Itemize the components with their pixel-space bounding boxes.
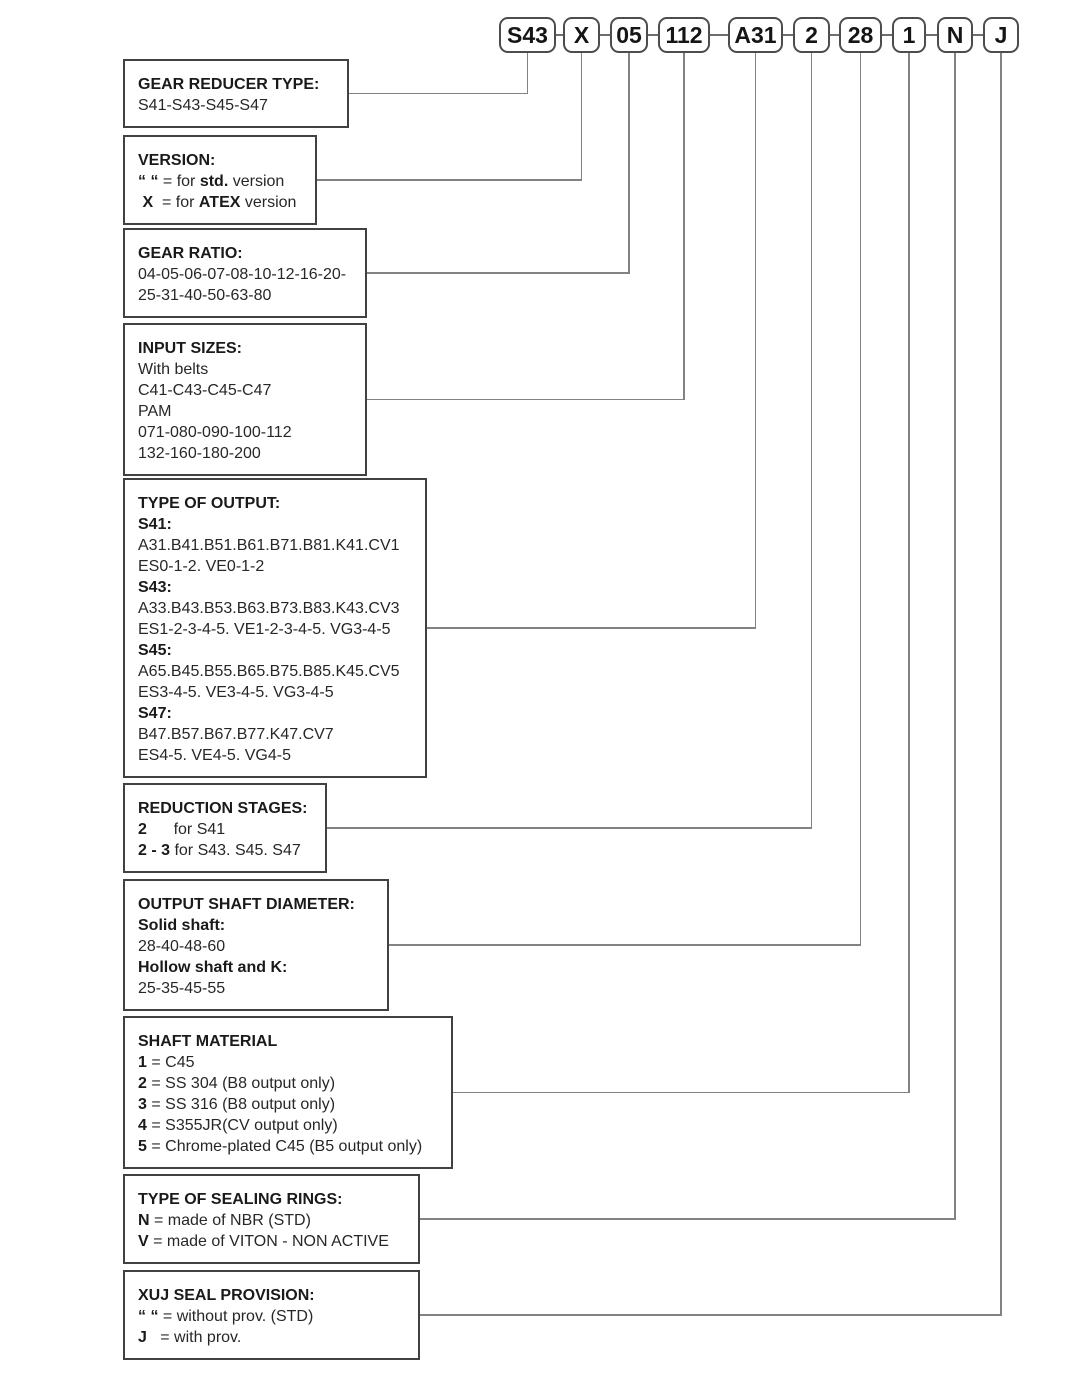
text-segment: N — [138, 1212, 150, 1229]
text-segment: Hollow shaft and K: — [138, 959, 288, 976]
spec-line — [138, 1210, 410, 1231]
code-segment-x — [563, 17, 600, 53]
text-segment: “ “ — [138, 1308, 159, 1325]
text-segment: = SS 316 (B8 output only) — [146, 1096, 336, 1113]
text-segment: = made of NBR (STD) — [149, 1212, 311, 1229]
text-segment: ATEX — [198, 194, 241, 211]
spec-line — [138, 957, 379, 978]
spec-line — [138, 577, 417, 598]
text-segment: S43: — [138, 579, 172, 596]
spec-box-xuj-seal-provision — [123, 1270, 420, 1360]
spec-line — [138, 380, 357, 401]
spec-line — [138, 401, 357, 422]
text-segment: S45: — [138, 642, 172, 659]
spec-line — [138, 1115, 443, 1136]
text-segment: = for — [153, 194, 199, 211]
connector-vline-xuj-seal-provision — [1000, 53, 1002, 1316]
spec-box-input-sizes — [123, 323, 367, 476]
connector-vline-version — [581, 53, 583, 181]
code-segment-label: 1 — [902, 21, 916, 48]
connector-hline-type-of-sealing-rings — [420, 1218, 956, 1220]
text-segment: With belts — [138, 361, 209, 378]
spec-line — [138, 535, 417, 556]
text-segment: 3 — [138, 1096, 147, 1113]
spec-line — [138, 285, 357, 306]
text-segment: 2 — [138, 1075, 147, 1092]
spec-box-title: SHAFT MATERIAL — [138, 1033, 278, 1050]
connector-hline-output-shaft-diameter — [389, 944, 861, 946]
code-segment-112 — [658, 17, 710, 53]
spec-line — [138, 192, 307, 213]
spec-box-type-of-sealing-rings — [123, 1174, 420, 1264]
spec-box-shaft-material — [123, 1016, 453, 1169]
text-segment: 5 — [138, 1138, 147, 1155]
text-segment: version — [240, 194, 297, 211]
code-segment-05 — [610, 17, 648, 53]
spec-line — [138, 640, 417, 661]
code-segment-n — [937, 17, 973, 53]
text-segment: J — [138, 1329, 147, 1346]
spec-line — [138, 936, 379, 957]
connector-hline-shaft-material — [453, 1092, 910, 1094]
spec-line — [138, 1052, 443, 1073]
text-segment: = Chrome-plated C45 (B5 output only) — [146, 1138, 423, 1155]
spec-box-version — [123, 135, 317, 225]
text-segment: ES4-5. VE4-5. VG4-5 — [138, 747, 291, 764]
text-segment: S41-S43-S45-S47 — [138, 97, 268, 114]
connector-vline-gear-ratio — [628, 53, 630, 274]
text-segment: = with prov. — [146, 1329, 242, 1346]
spec-box-title: TYPE OF OUTPUT: — [138, 495, 281, 512]
text-segment: A65.B45.B55.B65.B75.B85.K45.CV5 — [138, 663, 400, 680]
spec-line — [138, 978, 379, 999]
spec-line — [138, 171, 307, 192]
spec-box-reduction-stages — [123, 783, 327, 873]
text-segment: C41-C43-C45-C47 — [138, 382, 272, 399]
spec-line — [138, 724, 417, 745]
text-segment: 4 — [138, 1117, 147, 1134]
spec-box-gear-ratio — [123, 228, 367, 318]
spec-box-title: TYPE OF SEALING RINGS: — [138, 1191, 343, 1208]
spec-box-title: REDUCTION STAGES: — [138, 800, 308, 817]
text-segment: PAM — [138, 403, 172, 420]
text-segment: = for — [158, 173, 200, 190]
text-segment: 132-160-180-200 — [138, 445, 261, 462]
spec-line — [138, 598, 417, 619]
spec-line — [138, 1306, 410, 1327]
text-segment: 071-080-090-100-112 — [138, 424, 292, 441]
spec-line — [138, 422, 357, 443]
connector-vline-shaft-material — [908, 53, 910, 1093]
connector-hline-input-sizes — [367, 399, 685, 401]
spec-line — [138, 661, 417, 682]
code-segment-a31 — [728, 17, 783, 53]
text-segment: 25-31-40-50-63-80 — [138, 287, 272, 304]
code-segment-label: A31 — [734, 21, 777, 48]
connector-hline-version — [317, 179, 582, 181]
text-segment: ES0-1-2. VE0-1-2 — [138, 558, 265, 575]
spec-box-title: GEAR RATIO: — [138, 245, 243, 262]
spec-line — [138, 1073, 443, 1094]
code-segment-1 — [892, 17, 926, 53]
spec-box-output-shaft-diameter — [123, 879, 389, 1011]
connector-vline-gear-reducer-type — [527, 53, 529, 94]
text-segment: 1 — [138, 1054, 147, 1071]
connector-hline-reduction-stages — [327, 827, 812, 829]
connector-vline-type-of-sealing-rings — [954, 53, 956, 1220]
spec-line — [138, 1094, 443, 1115]
spec-line — [138, 556, 417, 577]
text-segment: A33.B43.B53.B63.B73.B83.K43.CV3 — [138, 600, 400, 617]
text-segment: = made of VITON - NON ACTIVE — [148, 1233, 389, 1250]
spec-line — [138, 1231, 410, 1252]
spec-line — [138, 443, 357, 464]
connector-vline-reduction-stages — [811, 53, 813, 829]
code-segment-label: X — [573, 21, 590, 48]
spec-line — [138, 915, 379, 936]
spec-box-gear-reducer-type — [123, 59, 349, 128]
text-segment: = C45 — [146, 1054, 195, 1071]
spec-line — [138, 703, 417, 724]
code-segment-2 — [793, 17, 830, 53]
spec-line — [138, 619, 417, 640]
spec-box-title: VERSION: — [138, 152, 216, 169]
spec-line — [138, 264, 357, 285]
spec-box-title: GEAR REDUCER TYPE: — [138, 76, 320, 93]
spec-box-title: OUTPUT SHAFT DIAMETER: — [138, 896, 355, 913]
connector-vline-output-shaft-diameter — [860, 53, 862, 946]
text-segment: for S43. S45. S47 — [170, 842, 301, 859]
text-segment: Solid shaft: — [138, 917, 226, 934]
code-segment-s43 — [499, 17, 556, 53]
text-segment: 2 - 3 — [138, 842, 171, 859]
spec-box-title: XUJ SEAL PROVISION: — [138, 1287, 315, 1304]
code-segment-label: 05 — [616, 21, 642, 48]
spec-line — [138, 682, 417, 703]
text-segment: 25-35-45-55 — [138, 980, 226, 997]
code-segment-j — [983, 17, 1019, 53]
text-segment: 04-05-06-07-08-10-12-16-20- — [138, 266, 347, 283]
connector-hline-type-of-output — [427, 627, 756, 629]
spec-line — [138, 1136, 443, 1157]
code-segment-28 — [839, 17, 882, 53]
text-segment: ES1-2-3-4-5. VE1-2-3-4-5. VG3-4-5 — [138, 621, 391, 638]
text-segment: std. — [199, 173, 229, 190]
spec-line — [138, 359, 357, 380]
text-segment: S47: — [138, 705, 172, 722]
spec-line — [138, 514, 417, 535]
code-segment-label: 2 — [805, 21, 818, 48]
text-segment: A31.B41.B51.B61.B71.B81.K41.CV1 — [138, 537, 400, 554]
spec-line — [138, 745, 417, 766]
spec-box-title: INPUT SIZES: — [138, 340, 243, 357]
connector-hline-xuj-seal-provision — [420, 1314, 1002, 1316]
spec-box-type-of-output — [123, 478, 427, 778]
code-segment-label: N — [946, 21, 964, 48]
connector-vline-input-sizes — [683, 53, 685, 400]
code-segment-label: S43 — [507, 21, 548, 48]
spec-line — [138, 840, 317, 861]
text-segment: = without prov. (STD) — [158, 1308, 314, 1325]
text-segment: X — [138, 194, 154, 211]
text-segment: = S355JR(CV output only) — [146, 1117, 338, 1134]
text-segment: = SS 304 (B8 output only) — [146, 1075, 336, 1092]
code-segment-label: 112 — [665, 21, 703, 48]
text-segment: version — [228, 173, 285, 190]
code-segment-label: J — [994, 21, 1008, 48]
code-segment-label: 28 — [847, 21, 874, 48]
connector-hline-gear-reducer-type — [349, 93, 528, 95]
text-segment: 2 — [138, 821, 147, 838]
text-segment: S41: — [138, 516, 172, 533]
text-segment: “ “ — [138, 173, 159, 190]
text-segment: 28-40-48-60 — [138, 938, 226, 955]
text-segment: for S41 — [146, 821, 226, 838]
connector-hline-gear-ratio — [367, 272, 630, 274]
spec-line — [138, 819, 317, 840]
connector-vline-type-of-output — [755, 53, 757, 629]
text-segment: ES3-4-5. VE3-4-5. VG3-4-5 — [138, 684, 334, 701]
text-segment: V — [138, 1233, 149, 1250]
text-segment: B47.B57.B67.B77.K47.CV7 — [138, 726, 334, 743]
spec-line — [138, 1327, 410, 1348]
spec-line — [138, 95, 339, 116]
